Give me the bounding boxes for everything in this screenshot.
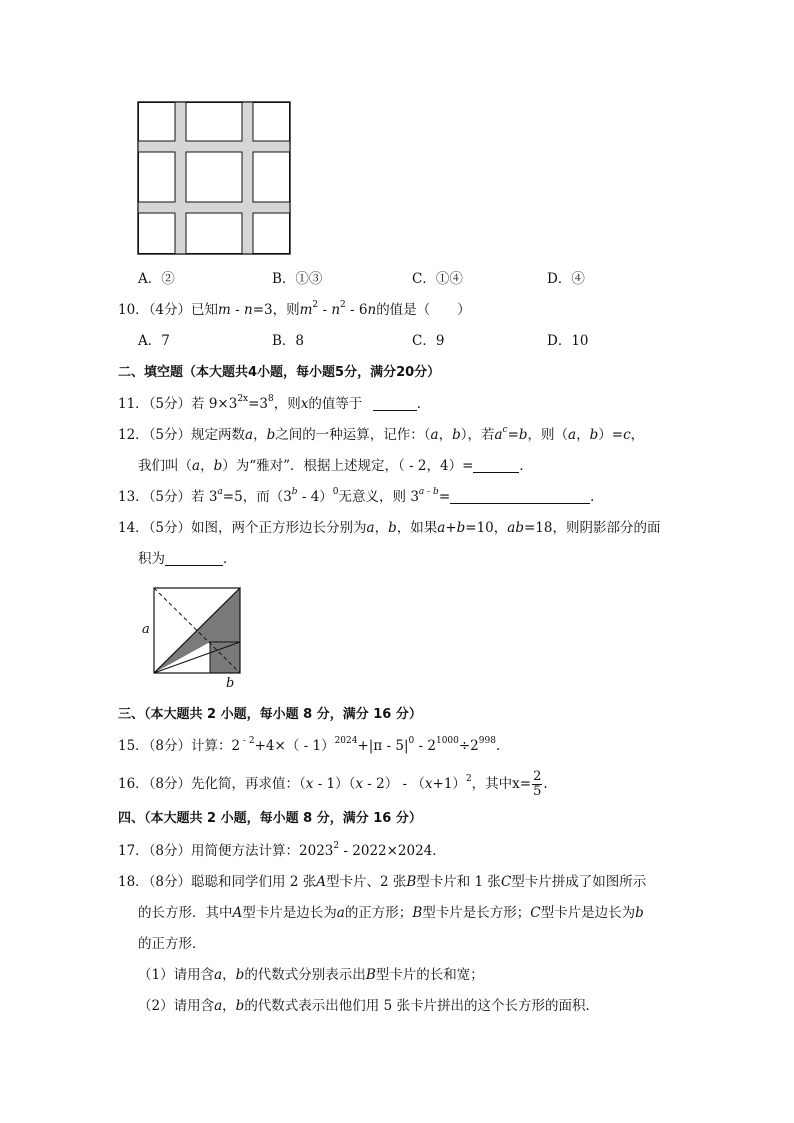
q9-option-a: A．② [138, 271, 175, 287]
q17-stem: 17．（8分）用简便方法计算：2023$^2$ - 2022×2024． [118, 841, 446, 859]
q16-stem: 16．（8分）先化简，再求值：$(x - 1)(x - 2) - (x+1)^2$，其中x= $\frac{2}{5}$ . [118, 769, 548, 799]
q18-part-1: （1）请用含a，b的代数式分别表示出B型卡片的长和宽； [138, 967, 484, 983]
q16-fraction: $\frac{2}{5}$ [533, 769, 542, 799]
label-b: b [226, 676, 235, 691]
q18-stem-line3: 的正方形． [138, 936, 206, 952]
q14-stem-line2: 积为 ． [138, 551, 237, 567]
horizontal-strip-bottom [138, 202, 290, 213]
q9-option-c: C．①④ [412, 271, 463, 287]
q14-stem-line1: 14．（5分）如图，两个正方形边长分别为a，b，如果a+b=10，ab=18，则阴影部分的面 [118, 520, 661, 536]
q9-option-b: B．①③ [272, 271, 323, 287]
q13-answer-blank[interactable] [450, 489, 590, 504]
q10-option-d: D．10 [547, 333, 589, 349]
horizontal-strip-top [138, 141, 290, 152]
q18-part-2: （2）请用含a，b的代数式表示出他们用 5 张卡片拼出的这个长方形的面积． [138, 998, 599, 1014]
q9-option-d: D．④ [547, 271, 585, 287]
q10-stem: 10．（4分）已知m - n=3，则$m^2 - n^2 - 6n$的值是（ ） [118, 300, 471, 318]
q14-answer-blank[interactable] [165, 551, 223, 566]
q10-option-c: C．9 [412, 333, 445, 349]
q18-stem-line1: 18．（8分）聪聪和同学们用 2 张A型卡片、2 张B型卡片和 1 张C型卡片拼成了如图所示 [118, 874, 647, 890]
q15-stem: 15．（8分）计算：2 $^{- 2}+4\times( - 1)^{2024}+|\pi - 5|^0 - 2^{1000}\div 2^{998}$. [118, 736, 501, 754]
label-a: a [142, 622, 150, 637]
q12-stem-line2: 我们叫（a，b）为“雅对”．根据上述规定，（ - 2，4）= ． [138, 458, 533, 474]
q18-stem-line2: 的长方形．其中A型卡片是边长为a的正方形；B型卡片是长方形；C型卡片是边长为b [138, 905, 644, 921]
vertical-strip-left [175, 102, 186, 254]
q12-answer-blank[interactable] [473, 458, 519, 473]
section-4-heading: 四、（本大题共 2 小题，每小题 8 分，满分 16 分） [118, 811, 422, 826]
q14-squares-figure [140, 585, 250, 690]
q11-stem: 11．（5分）若 $9\times 3^{2x}=3^8$，则x的值等于 ． [118, 394, 431, 412]
q13-stem: 13．（5分）若 $3^a=5$，而（3$^b$ - 4）$^0$无意义，则 $3^{a - b}=$ ． [118, 487, 604, 505]
q10-option-a: A．7 [138, 333, 170, 349]
section-2-heading: 二、填空题（本大题共4小题，每小题5分，满分20分） [118, 365, 441, 380]
q10-option-b: B．8 [272, 333, 305, 349]
vertical-strip-right [242, 102, 253, 254]
q9-grid-figure [138, 102, 290, 254]
q12-stem-line1: 12．（5分）规定两数a，b之间的一种运算，记作：（a，b），若$a^c=b$，则（a，b）=c， [118, 425, 645, 443]
section-3-heading: 三、（本大题共 2 小题，每小题 8 分，满分 16 分） [118, 707, 422, 722]
q11-answer-blank[interactable] [373, 396, 417, 411]
